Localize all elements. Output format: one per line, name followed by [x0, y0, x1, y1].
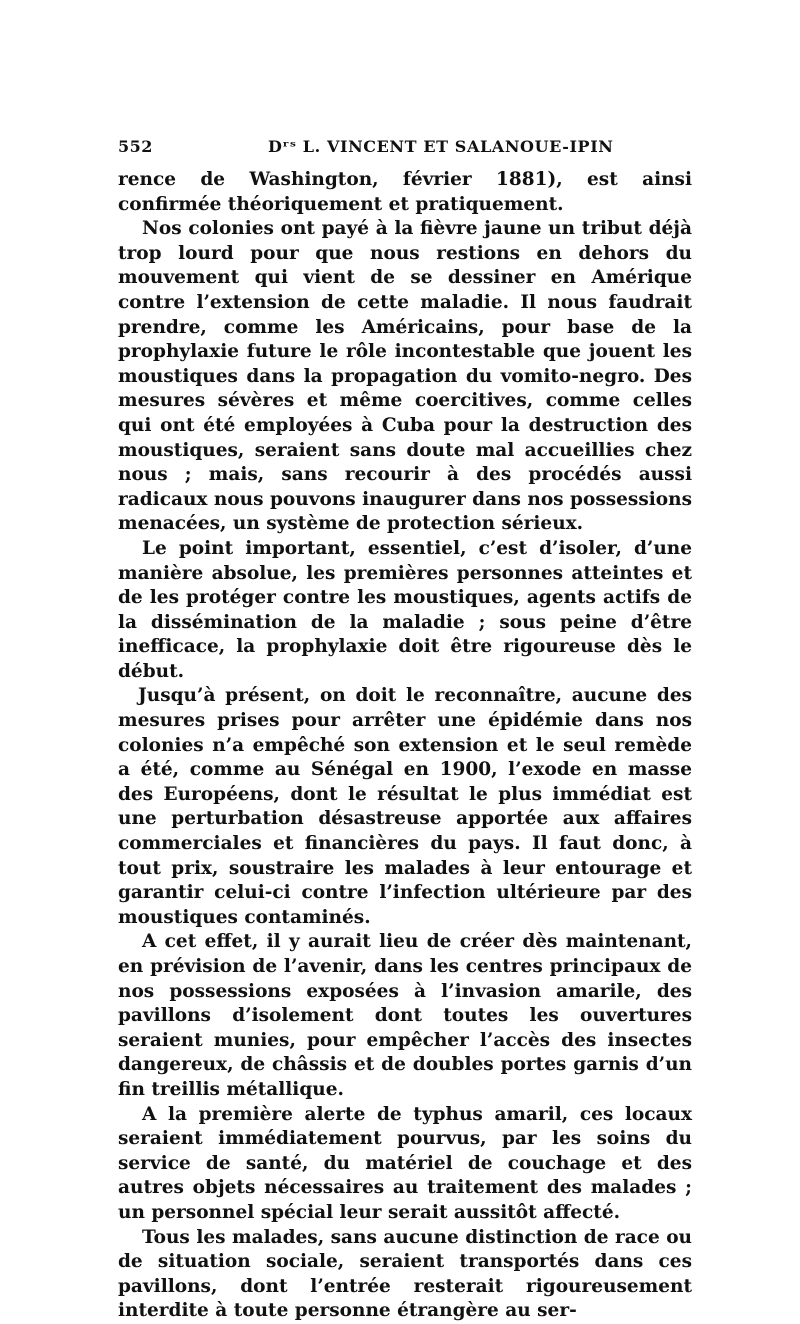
paragraph-5: A cet effet, il y aurait lieu de créer dès maintenant, en prévision de l’avenir, dans les centres principaux de nos possessions exposées à l’invasion amarile, des pavillons d’isolement dont toutes les ouvertures seraient munies, pour empêcher l’accès des insectes dangereux, de châssis et de doubles portes garnis d’un fin treillis métallique.: [118, 931, 692, 1100]
paragraph-1: rence de Washington, février 1881), est ainsi confirmée théoriquement et pratiquement.: [118, 169, 692, 215]
page-header: [118, 137, 692, 167]
paragraph-6: A la première alerte de typhus amaril, ces locaux seraient immédiatement pourvus, par les soins du service de santé, du matériel de couchage et des autres objets nécessaires au traitement des malades ; un personnel spécial leur serait aussitôt affecté.: [118, 1103, 692, 1223]
body-text: [118, 168, 692, 1324]
paragraph-3: Le point important, essentiel, c’est d’isoler, d’une manière absolue, les premières personnes atteintes et de les protéger contre les moustiques, agents actifs de la dissémination de la maladie ; sous peine d’être inefficace, la prophylaxie doit être rigoureuse dès le début.: [118, 537, 692, 682]
page-number: 552: [118, 137, 153, 156]
paragraph-4: Jusqu’à présent, on doit le reconnaître, aucune des mesures prises pour arrêter une épidémie dans nos colonies n’a empêché son extension et le seul remède a été, comme au Sénégal en 1900, l’exode en masse des Européens, dont le résultat le plus immédiat est une perturbation désastreuse apportée aux affaires commerciales et financières du pays. Il faut donc, à tout prix, soustraire les malades à leur entourage et garantir celui-ci contre l’infection ultérieure par des moustiques contaminés.: [118, 685, 692, 928]
running-head: Dʳˢ L. VINCENT ET SALANOUE-IPIN: [268, 137, 614, 156]
paragraph-2: Nos colonies ont payé à la fièvre jaune un tribut déjà trop lourd pour que nous restions en dehors du mouvement qui vient de se dessiner en Amérique contre l’extension de cette maladie. Il nous faudrait prendre, comme les Américains, pour base de la prophylaxie future le rôle incontestable que jouent les moustiques dans la propagation du vomito-negro. Des mesures sévères et même coercitives, comme celles qui ont été employées à Cuba pour la destruction des moustiques, seraient sans doute mal accueillies chez nous ; mais, sans recourir à des procédés aussi radicaux nous pouvons inaugurer dans nos possessions menacées, un système de protection sérieux.: [118, 218, 692, 535]
paragraph-7: Tous les malades, sans aucune distinction de race ou de situation sociale, seraient transportés dans ces pavillons, dont l’entrée resterait rigoureusement interdite à toute personne étrangère au ser-: [118, 1226, 692, 1322]
